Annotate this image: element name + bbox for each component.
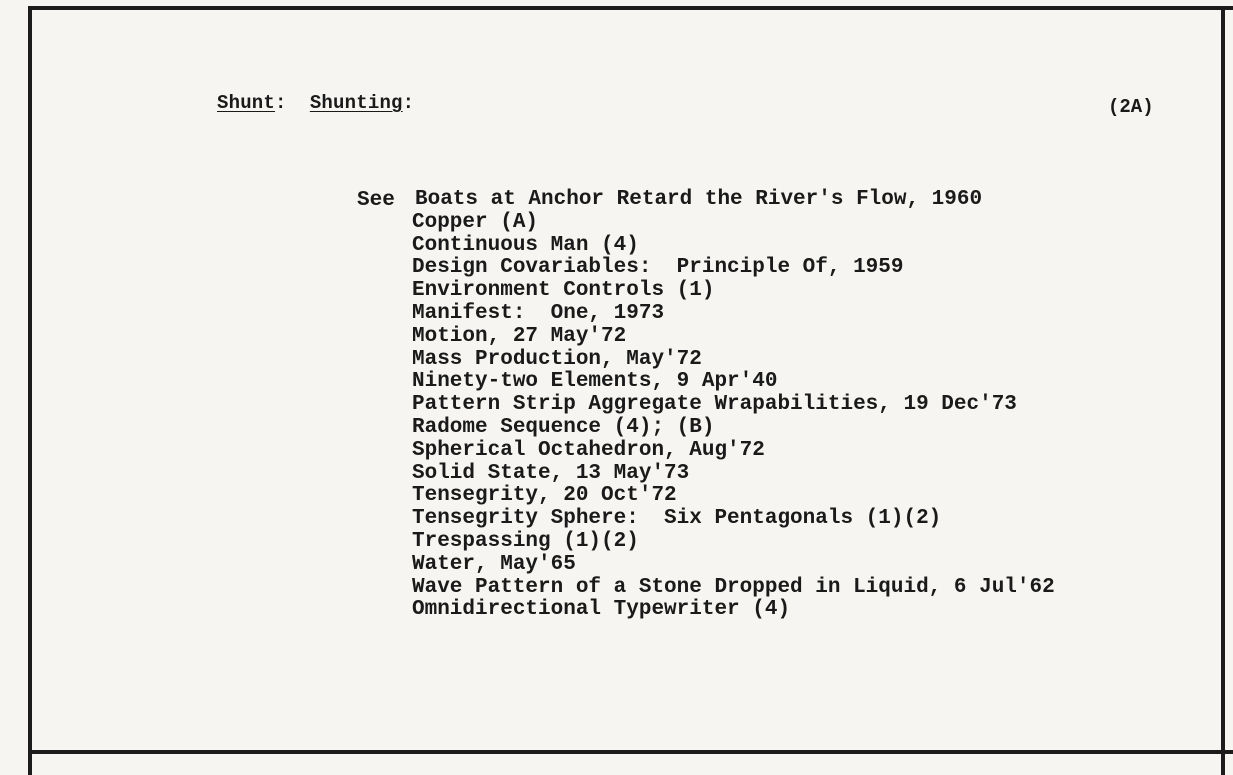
list-item: Boats at Anchor Retard the River's Flow, 1960 bbox=[415, 188, 983, 211]
list-item: Manifest: One, 1973 bbox=[412, 302, 665, 325]
list-item: Continuous Man (4) bbox=[412, 233, 639, 257]
card-heading bbox=[217, 92, 414, 114]
card-border-left bbox=[28, 6, 32, 775]
list-item: Ninety-two Elements, 9 Apr'40 bbox=[412, 370, 778, 394]
list-item: Solid State, 13 May'73 bbox=[412, 461, 690, 485]
heading-term-shunting: Shunting bbox=[309, 92, 403, 114]
heading-colon: : bbox=[402, 92, 415, 114]
list-item: Mass Production, May'72 bbox=[412, 347, 702, 371]
list-item: Motion, 27 May'72 bbox=[412, 324, 627, 348]
see-label: See bbox=[357, 189, 395, 212]
list-item: Environment Controls (1) bbox=[412, 279, 715, 303]
card-border-bottom bbox=[28, 750, 1233, 754]
heading-term-shunt: Shunt bbox=[217, 92, 276, 114]
list-item: Tensegrity, 20 Oct'72 bbox=[412, 484, 677, 508]
list-item: Wave Pattern of a Stone Dropped in Liquid, 6 Jul'62 bbox=[412, 575, 1055, 599]
list-item: Trespassing (1)(2) bbox=[412, 530, 639, 553]
list-item: Water, May'65 bbox=[412, 552, 576, 576]
card-border-top bbox=[28, 6, 1233, 10]
list-item: Design Covariables: Principle Of, 1959 bbox=[412, 256, 904, 280]
list-item: Radome Sequence (4); (B) bbox=[412, 416, 715, 439]
list-item: Pattern Strip Aggregate Wrapabilities, 19 Dec'73 bbox=[412, 393, 1017, 417]
list-item: Copper (A) bbox=[412, 210, 539, 234]
list-item: Tensegrity Sphere: Six Pentagonals (1)(2) bbox=[412, 507, 942, 531]
list-item: Omnidirectional Typewriter (4) bbox=[412, 598, 791, 622]
heading-separator: : bbox=[275, 92, 310, 114]
reference-code: (2A) bbox=[1108, 96, 1154, 118]
list-item: Spherical Octahedron, Aug'72 bbox=[412, 438, 765, 462]
card-border-right bbox=[1221, 10, 1225, 775]
